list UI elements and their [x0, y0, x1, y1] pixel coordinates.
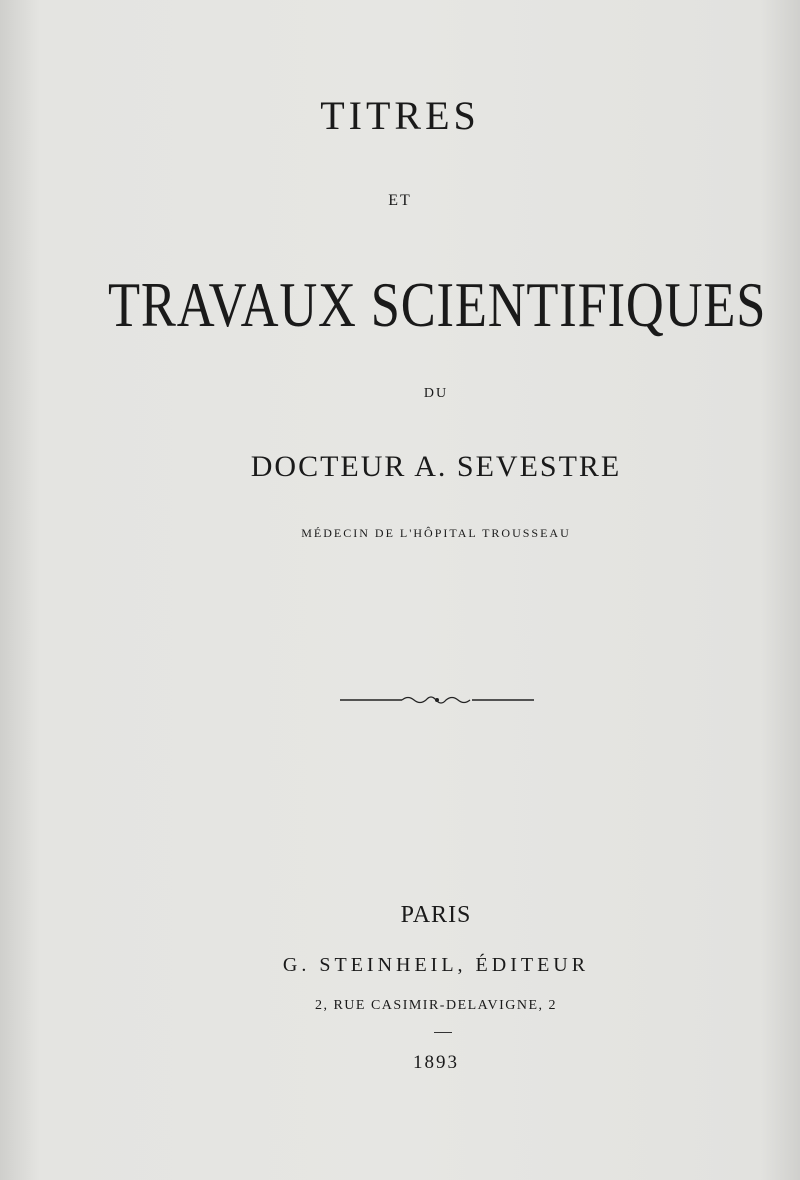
conjunction: ET [388, 192, 412, 209]
ornament-divider [340, 690, 534, 710]
imprint-year: 1893 [413, 1052, 459, 1073]
author-position: MÉDECIN DE L'HÔPITAL TROUSSEAU [301, 526, 571, 540]
divider-dash [434, 1032, 452, 1033]
title-top: TITRES [320, 93, 480, 138]
imprint-publisher: G. STEINHEIL, ÉDITEUR [282, 954, 590, 976]
main-title: TRAVAUX SCIENTIFIQUES [108, 269, 767, 340]
imprint-city: PARIS [400, 902, 472, 928]
imprint-address: 2, RUE CASIMIR-DELAVIGNE, 2 [314, 998, 558, 1013]
preposition: DU [423, 386, 449, 401]
author-name: DOCTEUR A. SEVESTRE [250, 450, 622, 483]
